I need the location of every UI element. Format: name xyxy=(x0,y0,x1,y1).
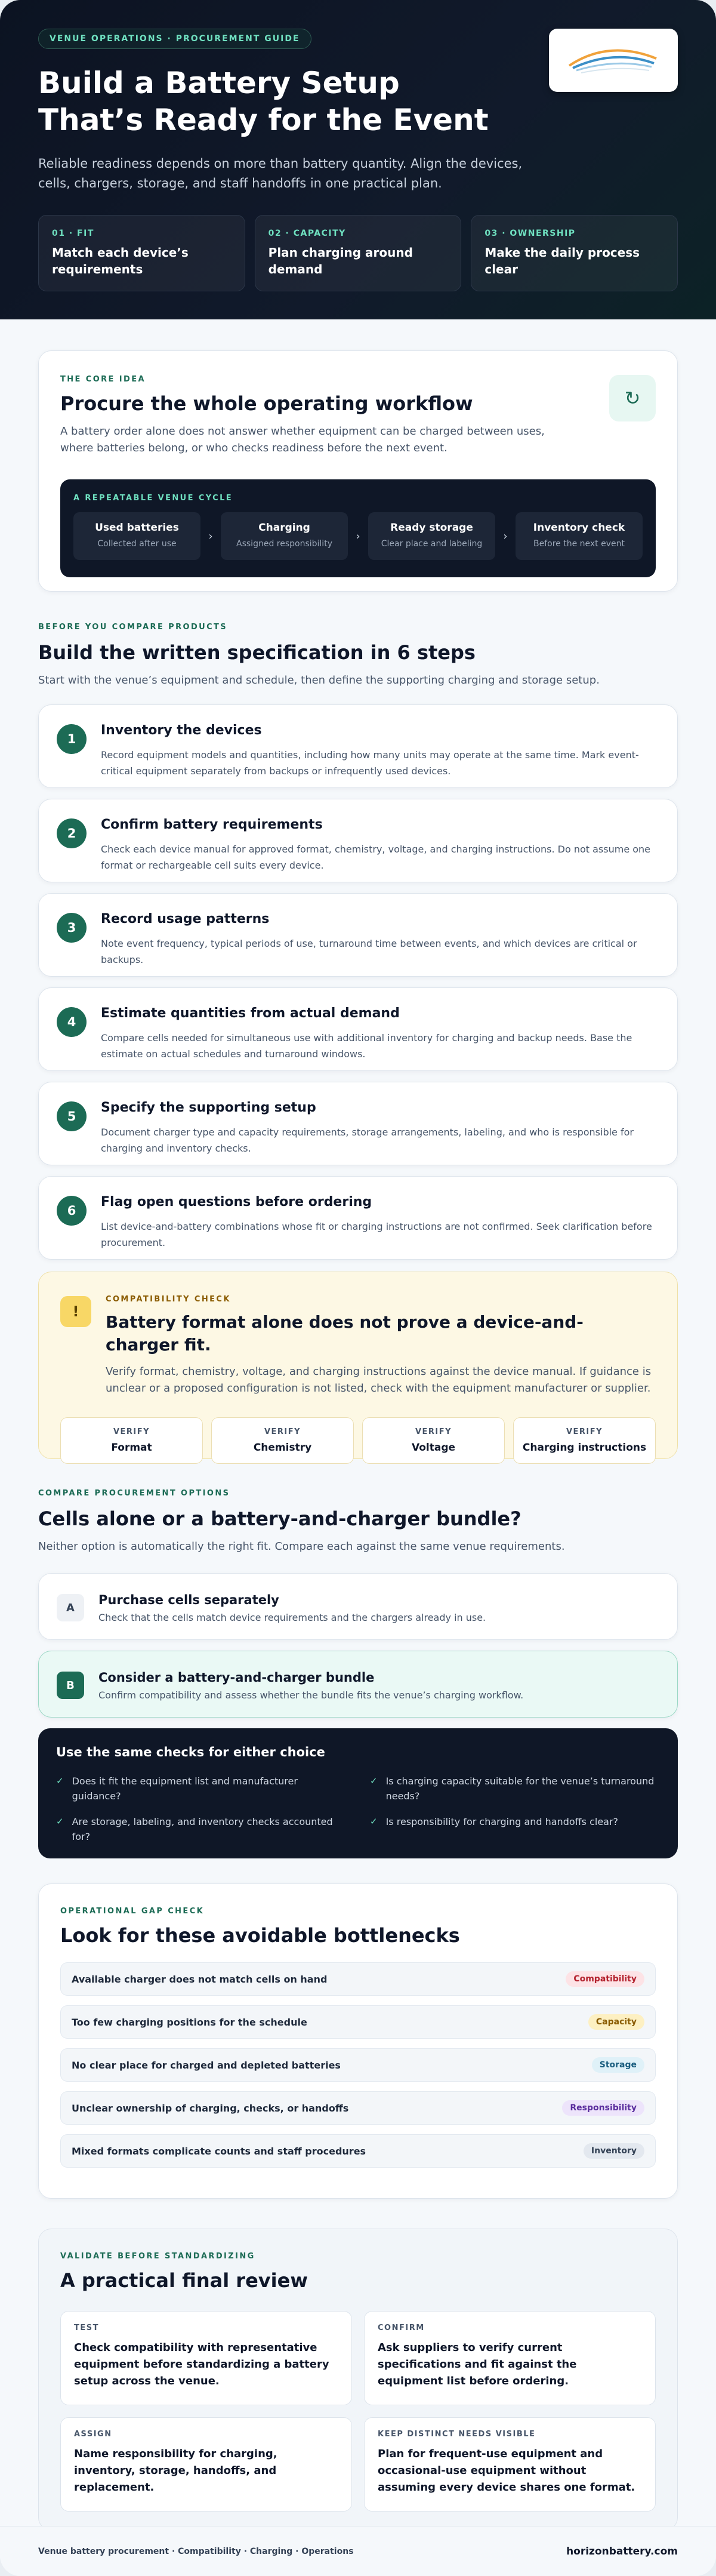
cycle-step-title: Used batteries xyxy=(95,522,179,534)
section-title: Procure the whole operating workflow xyxy=(60,392,473,415)
warning-icon: ! xyxy=(60,1296,91,1327)
cycle-step-title: Inventory check xyxy=(533,522,625,534)
category-badge: Inventory xyxy=(584,2143,644,2159)
cycle-step-charging xyxy=(221,512,348,560)
option-desc: Confirm compatibility and assess whether the bundle fits the venue’s charging workflow. xyxy=(98,1689,524,1701)
footer-domain-link[interactable]: horizonbattery.com xyxy=(566,2545,678,2557)
verify-name: Format xyxy=(111,1442,152,1454)
list-item xyxy=(60,2134,656,2168)
verify-label: VERIFY xyxy=(566,1427,603,1436)
step-title: Flag open questions before ordering xyxy=(101,1195,372,1209)
cycle-step-used-batteries xyxy=(73,512,200,560)
cycle-step-inventory-check xyxy=(516,512,643,560)
checks-title: Use the same checks for either choice xyxy=(56,1745,325,1759)
step-desc: Compare cells needed for simultaneous use with additional inventory for charging and backup needs. Base the estimate on actual schedules and turnaround windows. xyxy=(101,1032,632,1060)
refresh-cycle-icon: ↻ xyxy=(609,375,656,421)
option-title: Purchase cells separately xyxy=(98,1593,279,1607)
option-a xyxy=(38,1573,678,1640)
category-badge: Responsibility xyxy=(562,2100,644,2116)
check-item xyxy=(370,1814,660,1844)
step-number-badge: 3 xyxy=(57,913,87,943)
check-icon: ✓ xyxy=(56,1816,64,1827)
hero-card-number: 02 · CAPACITY xyxy=(268,229,346,238)
step-title: Specify the supporting setup xyxy=(101,1100,316,1115)
check-item xyxy=(370,1774,660,1803)
logo-swoosh-icon xyxy=(549,29,678,92)
section-title: Cells alone or a battery-and-charger bundle? xyxy=(38,1507,521,1530)
review-text: Check compatibility with representative equipment before standardizing a battery setup across the venue. xyxy=(74,2341,329,2387)
step-title: Estimate quantities from actual demand xyxy=(101,1006,400,1021)
section-title: Build the written specification in 6 steps xyxy=(38,641,476,664)
section-text: Neither option is automatically the right fit. Compare each against the same venue requirements. xyxy=(38,1540,565,1553)
step-title: Confirm battery requirements xyxy=(101,817,323,832)
venue-cycle-panel xyxy=(60,479,656,577)
step-desc: Check each device manual for approved format, chemistry, voltage, and charging instructions. Do not assume one format or rechargeable cell suits every device. xyxy=(101,844,651,871)
step-number-badge: 2 xyxy=(57,818,87,848)
step-desc: List device-and-battery combinations whose fit or charging instructions are not confirmed. Seek clarification before procurement. xyxy=(101,1221,652,1248)
hero-card-number: 01 · FIT xyxy=(52,229,94,238)
bottleneck-text: Mixed formats complicate counts and staff procedures xyxy=(72,2145,366,2157)
step-number-badge: 1 xyxy=(57,724,87,754)
step-desc: Document charger type and capacity requirements, storage arrangements, labeling, and who is responsible for charging and inventory checks. xyxy=(101,1127,634,1154)
step-item xyxy=(38,1176,678,1260)
hero-card-text: Match each device’s requirements xyxy=(52,245,189,276)
review-card-assign xyxy=(60,2417,352,2512)
check-text: Are storage, labeling, and inventory checks accounted for? xyxy=(72,1816,333,1842)
section-kicker: THE CORE IDEA xyxy=(60,375,146,384)
step-number-badge: 4 xyxy=(57,1007,87,1037)
review-label: TEST xyxy=(74,2323,99,2332)
step-item xyxy=(38,893,678,977)
verify-name: Voltage xyxy=(411,1442,456,1454)
hero-card-fit xyxy=(38,215,245,291)
cycle-row xyxy=(73,512,643,560)
cycle-step-title: Ready storage xyxy=(390,522,473,534)
review-label: KEEP DISTINCT NEEDS VISIBLE xyxy=(378,2430,536,2439)
bottleneck-text: Too few charging positions for the schedule xyxy=(72,2016,307,2028)
hero-card-capacity xyxy=(255,215,462,291)
step-desc: Note event frequency, typical periods of use, turnaround time between events, and which devices are critical or backups. xyxy=(101,938,637,965)
cycle-label: A REPEATABLE VENUE CYCLE xyxy=(73,494,233,503)
section-title: Look for these avoidable bottlenecks xyxy=(60,1924,460,1947)
core-idea-card xyxy=(38,350,678,592)
review-label: ASSIGN xyxy=(74,2430,112,2439)
chevron-right-icon: › xyxy=(503,530,508,543)
specification-section xyxy=(38,623,678,1260)
hero-section xyxy=(0,0,716,319)
step-number-badge: 6 xyxy=(57,1196,87,1226)
category-badge: Storage xyxy=(592,2057,644,2073)
section-kicker: BEFORE YOU COMPARE PRODUCTS xyxy=(38,623,228,632)
step-number-badge: 5 xyxy=(57,1101,87,1131)
hero-card-number: 03 · OWNERSHIP xyxy=(484,229,576,238)
hero-eyebrow: VENUE OPERATIONS · PROCUREMENT GUIDE xyxy=(38,29,311,49)
step-desc: Record equipment models and quantities, including how many units may operate at the same time. Mark event-critical equipment separately from backups or infrequently used devices. xyxy=(101,749,639,777)
verify-chemistry xyxy=(211,1417,354,1464)
step-item xyxy=(38,799,678,882)
main-content xyxy=(0,350,716,2531)
cycle-step-ready-storage xyxy=(368,512,495,560)
review-card-distinct-needs xyxy=(364,2417,656,2512)
step-item xyxy=(38,704,678,788)
section-kicker: VALIDATE BEFORE STANDARDIZING xyxy=(60,2252,255,2261)
check-item xyxy=(56,1774,346,1803)
list-item xyxy=(60,2005,656,2039)
verify-format xyxy=(60,1417,203,1464)
final-review-section xyxy=(38,2229,678,2531)
section-kicker: COMPATIBILITY CHECK xyxy=(106,1295,231,1304)
check-icon: ✓ xyxy=(370,1775,378,1786)
option-badge: B xyxy=(57,1672,84,1699)
bottleneck-text: Available charger does not match cells on hand xyxy=(72,1973,328,1985)
hero-card-ownership xyxy=(471,215,678,291)
steps-list xyxy=(38,704,678,1260)
cycle-step-desc: Clear place and labeling xyxy=(381,539,483,549)
option-title: Consider a battery-and-charger bundle xyxy=(98,1670,375,1685)
list-item xyxy=(60,1962,656,1996)
cycle-step-title: Charging xyxy=(258,522,310,534)
check-text: Is charging capacity suitable for the venue’s turnaround needs? xyxy=(385,1775,655,1802)
step-title: Inventory the devices xyxy=(101,723,262,738)
section-text: A battery order alone does not answer whether equipment can be charged between uses, where batteries belong, or who checks readiness before the next event. xyxy=(60,425,545,454)
callout-title: Battery format alone does not prove a device-and-charger fit. xyxy=(106,1312,584,1355)
option-desc: Check that the cells match device requirements and the chargers already in use. xyxy=(98,1612,486,1623)
page-footer xyxy=(0,2526,716,2576)
review-text: Name responsibility for charging, inventory, storage, handoffs, and replacement. xyxy=(74,2448,277,2494)
cycle-step-desc: Assigned responsibility xyxy=(236,539,332,549)
verify-label: VERIFY xyxy=(113,1427,150,1436)
section-kicker: OPERATIONAL GAP CHECK xyxy=(60,1907,205,1916)
final-review-grid xyxy=(60,2311,656,2512)
bottleneck-list xyxy=(60,1962,656,2168)
option-b xyxy=(38,1651,678,1718)
chevron-right-icon: › xyxy=(356,530,360,543)
verify-charging-instructions xyxy=(513,1417,656,1464)
step-item xyxy=(38,1082,678,1165)
callout-text: Verify format, chemistry, voltage, and charging instructions against the device manual. If guidance is unclear or a proposed configuration is not listed, check with the equipment manufacturer or supplier. xyxy=(106,1365,652,1395)
step-title: Record usage patterns xyxy=(101,912,270,927)
shared-checks-panel xyxy=(38,1728,678,1858)
compatibility-callout xyxy=(38,1272,678,1459)
list-item xyxy=(60,2091,656,2125)
hero-card-text: Plan charging around demand xyxy=(268,245,413,276)
cycle-step-desc: Collected after use xyxy=(97,539,177,549)
bottleneck-text: Unclear ownership of charging, checks, or handoffs xyxy=(72,2102,349,2114)
cycle-step-desc: Before the next event xyxy=(533,539,625,549)
category-badge: Compatibility xyxy=(566,1971,644,1987)
review-label: CONFIRM xyxy=(378,2323,425,2332)
section-text: Start with the venue’s equipment and schedule, then define the supporting charging and storage setup. xyxy=(38,674,600,687)
list-item xyxy=(60,2048,656,2082)
check-icon: ✓ xyxy=(370,1816,378,1827)
check-item xyxy=(56,1814,346,1844)
verify-voltage xyxy=(362,1417,505,1464)
verify-name: Chemistry xyxy=(253,1442,312,1454)
hero-cards xyxy=(38,215,678,291)
check-text: Is responsibility for charging and handoffs clear? xyxy=(385,1816,619,1827)
bottleneck-text: No clear place for charged and depleted batteries xyxy=(72,2059,341,2071)
verify-label: VERIFY xyxy=(264,1427,301,1436)
category-badge: Capacity xyxy=(588,2014,644,2030)
footer-caption: Venue battery procurement · Compatibility · Charging · Operations xyxy=(38,2546,354,2556)
compare-section xyxy=(38,1489,678,1858)
section-kicker: COMPARE PROCUREMENT OPTIONS xyxy=(38,1489,230,1498)
verify-label: VERIFY xyxy=(415,1427,452,1436)
review-card-test xyxy=(60,2311,352,2405)
review-card-confirm xyxy=(364,2311,656,2405)
check-text: Does it fit the equipment list and manufacturer guidance? xyxy=(72,1775,298,1802)
hero-lead: Reliable readiness depends on more than battery quantity. Align the devices, cells, chargers, storage, and staff handoffs in one practical plan. xyxy=(38,156,523,190)
check-icon: ✓ xyxy=(56,1775,64,1786)
section-title: A practical final review xyxy=(60,2269,308,2292)
verify-name: Charging instructions xyxy=(522,1442,647,1454)
brand-logo xyxy=(549,29,678,92)
hero-card-text: Make the daily process clear xyxy=(484,245,640,276)
option-badge: A xyxy=(57,1594,84,1621)
bottlenecks-card xyxy=(38,1883,678,2199)
chevron-right-icon: › xyxy=(208,530,213,543)
verify-row xyxy=(60,1417,656,1464)
page-title: Build a Battery Setup That’s Ready for the Event xyxy=(38,66,489,137)
review-text: Ask suppliers to verify current specifications and fit against the equipment list before ordering. xyxy=(378,2341,577,2387)
step-item xyxy=(38,987,678,1071)
checks-grid xyxy=(56,1774,660,1844)
review-text: Plan for frequent-use equipment and occasional-use equipment without assuming every device shares one format. xyxy=(378,2448,635,2494)
